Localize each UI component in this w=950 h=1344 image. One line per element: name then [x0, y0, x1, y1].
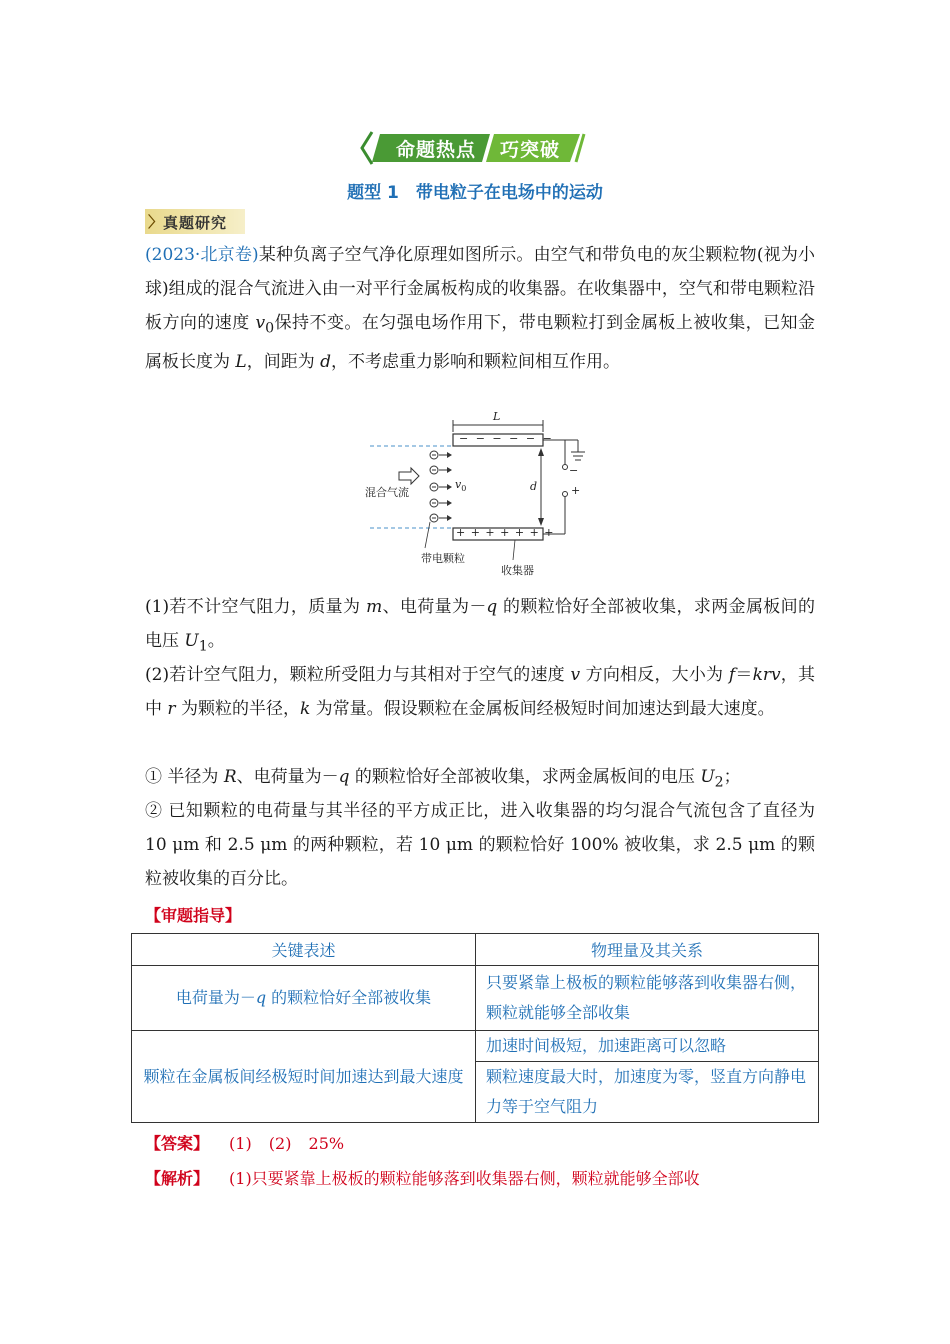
figure-collector-label: 收集器: [501, 564, 534, 577]
section-banner: [358, 128, 590, 168]
figure-label-v0: $v_0$: [455, 478, 467, 494]
figure-particle-label: 带电颗粒: [421, 552, 465, 565]
question-2-2: ② 已知颗粒的电荷量与其半径的平方成正比，进入收集器的均匀混合气流包含了直径为 10 μm 和 2.5 μm 的两种颗粒，若 10 μm 的颗粒恰好 100% 被收集，求 2.5 μm 的颗粒被收集的百分比。: [145, 801, 815, 889]
section-tag: [145, 209, 245, 234]
explanation-label: 【解析】: [145, 1169, 210, 1188]
problem-source: (2023·北京卷): [145, 245, 259, 265]
table-header-key: 关键表述: [132, 934, 476, 966]
figure-top-charges: − − − − − −: [459, 432, 554, 445]
collector-diagram: [365, 410, 605, 582]
figure-minus: −: [569, 464, 579, 477]
figure-flow-label: 混合气流: [365, 486, 409, 499]
banner-left-text: 命题热点: [395, 139, 476, 161]
explanation-line: [145, 1166, 825, 1189]
question-2-1: ① 半径为 R、电荷量为－q 的颗粒恰好全部被收集，求两金属板间的电压 $U_2$；: [145, 767, 741, 791]
table-cell-key: 电荷量为－q 的颗粒恰好全部被收集: [132, 966, 476, 1031]
figure-plus: +: [571, 484, 581, 497]
question-2: (2)若计空气阻力，颗粒所受阻力与其相对于空气的速度 v 方向相反，大小为 f＝krv，其中 r 为颗粒的半径，k 为常量。假设颗粒在金属板间经极短时间加速达到最大速度。: [145, 665, 816, 719]
problem-text-3: ，间距为: [246, 352, 321, 373]
figure-label-d: d: [530, 480, 538, 493]
explanation-value: (1)只要紧靠上极板的颗粒能够落到收集器右侧，颗粒就能够全部收: [229, 1169, 700, 1188]
table-row: [132, 1031, 819, 1062]
guide-table: [131, 933, 819, 1123]
problem-intro: [145, 238, 815, 379]
problem-text-2: 保持不变。在匀强电场作用下，带电颗粒打到金属板上被收集，已知金属板长度为: [145, 313, 815, 373]
banner-right-text: 巧突破: [499, 139, 560, 161]
answer-value: (1) (2) 25%: [229, 1134, 345, 1153]
table-cell-relation: 只要紧靠上极板的颗粒能够落到收集器右侧，颗粒就能够全部收集: [476, 966, 819, 1031]
table-header-relation: 物理量及其关系: [476, 934, 819, 966]
table-row: [132, 966, 819, 1031]
figure-bottom-charges: + + + + + + +: [456, 526, 555, 539]
question-1: (1)若不计空气阻力，质量为 m、电荷量为－q 的颗粒恰好全部被收集，求两金属板间的电压 $U_1$。: [145, 597, 816, 655]
problem-text-1: 某种负离子空气净化原理如图所示。由空气和带负电的灰尘颗粒物(视为小球)组成的混合气流进入由一对平行金属板构成的收集器。在收集器中，空气和带电颗粒沿板方向的速度: [145, 245, 815, 333]
guide-heading: 【审题指导】: [145, 906, 242, 925]
var-v0-sub: 0: [265, 320, 275, 337]
table-header-row: [132, 934, 819, 966]
tag-arrow-icon: 〉: [148, 213, 164, 231]
var-d: d: [320, 352, 331, 373]
var-v0: v: [255, 313, 266, 333]
answer-line: [145, 1131, 344, 1154]
table-cell-key: 颗粒在金属板间经极短时间加速达到最大速度: [132, 1031, 476, 1123]
table-cell-relation: 加速时间极短，加速距离可以忽略: [476, 1031, 819, 1062]
var-L: L: [235, 352, 247, 373]
answer-label: 【答案】: [145, 1134, 210, 1153]
section-title: 题型 1 带电粒子在电场中的运动: [347, 183, 603, 203]
table-cell-relation: 颗粒速度最大时，加速度为零，竖直方向静电力等于空气阻力: [476, 1062, 819, 1123]
problem-text-4: ，不考虑重力影响和颗粒间相互作用。: [331, 352, 620, 373]
tag-label: 真题研究: [163, 214, 228, 232]
figure-label-L: L: [493, 410, 501, 423]
